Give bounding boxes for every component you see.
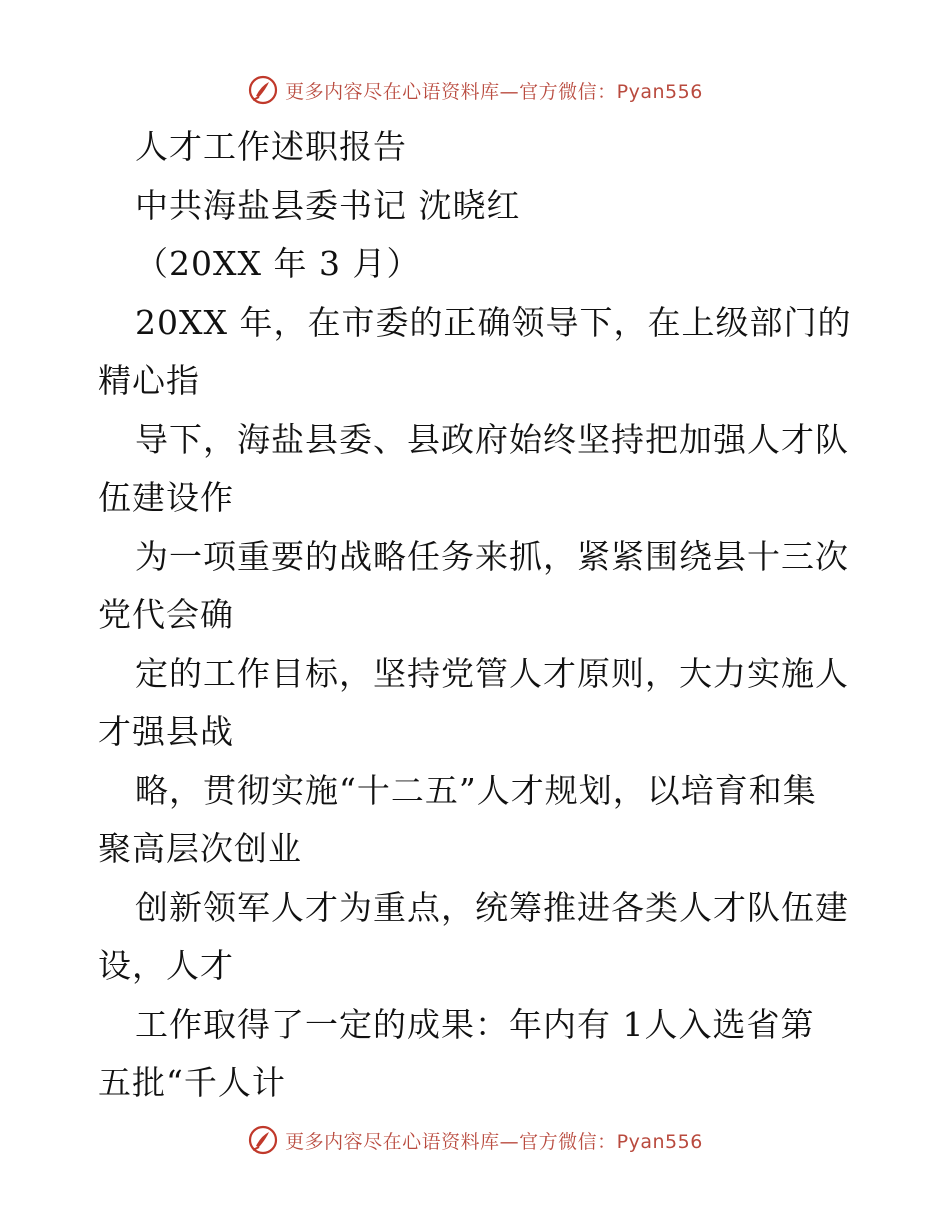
body-line: 工作取得了一定的成果：年内有 1人入选省第 [135, 1004, 815, 1044]
body-line: 精心指 [98, 361, 200, 400]
header-banner-text: 更多内容尽在心语资料库—官方微信：Pyan556 [285, 80, 703, 103]
document-author: 中共海盐县委书记 沈晓红 [135, 185, 521, 225]
body-line: 聚高层次创业 [98, 829, 302, 868]
document-date: （20XX 年 3 月） [135, 244, 421, 283]
body-line: 才强县战 [98, 712, 234, 751]
body-line: 党代会确 [98, 595, 234, 634]
footer-banner-text: 更多内容尽在心语资料库—官方微信：Pyan556 [285, 1130, 703, 1153]
header-banner [0, 70, 950, 110]
brush-pen-logo-icon [247, 74, 279, 106]
body-line: 略，贯彻实施“十二五”人才规划，以培育和集 [135, 770, 817, 810]
document-body [98, 118, 858, 1113]
body-line: 导下，海盐县委、县政府始终坚持把加强人才队 [135, 419, 849, 459]
body-line: 五批“千人计 [98, 1063, 286, 1102]
body-line: 创新领军人才为重点，统筹推进各类人才队伍建 [135, 887, 849, 927]
body-line: 设，人才 [98, 946, 234, 985]
document-title: 人才工作述职报告 [135, 127, 407, 166]
body-line: 伍建设作 [98, 478, 234, 517]
body-line: 定的工作目标，坚持党管人才原则，大力实施人 [135, 653, 849, 693]
brush-pen-logo-icon [247, 1124, 279, 1156]
body-line: 为一项重要的战略任务来抓，紧紧围绕县十三次 [135, 536, 849, 576]
footer-banner [0, 1120, 950, 1160]
body-line: 20XX 年，在市委的正确领导下，在上级部门的 [135, 302, 852, 342]
body-paragraph [98, 294, 858, 1113]
